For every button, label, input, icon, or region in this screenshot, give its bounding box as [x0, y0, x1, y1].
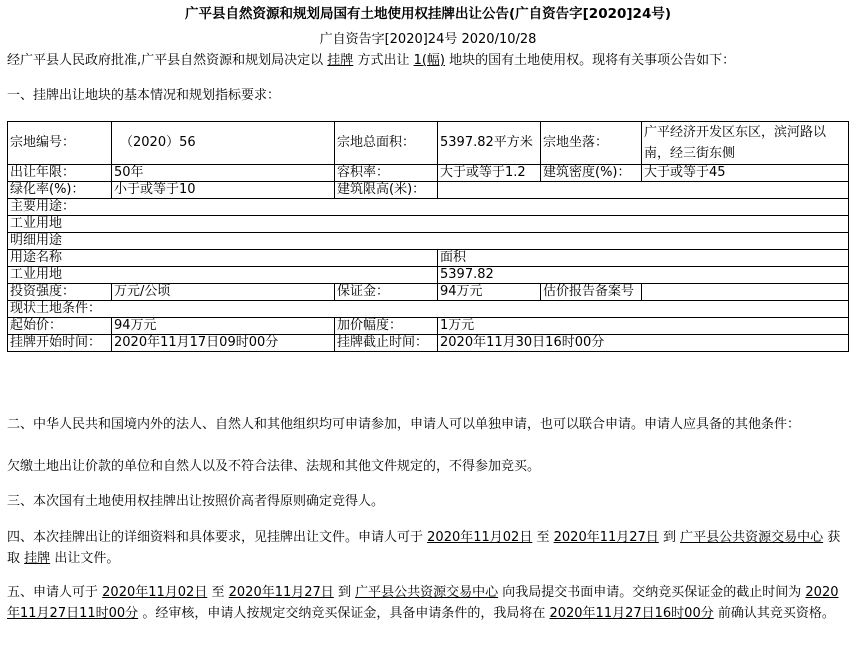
table-row — [8, 267, 849, 284]
location-value: 广平经济开发区东区，滨河路以南，经三街东侧 — [642, 122, 849, 165]
table-row — [8, 233, 849, 250]
green-value: 小于或等于10 — [112, 182, 335, 199]
table-row — [8, 199, 849, 216]
table-row — [8, 301, 849, 318]
start-time-value: 2020年11月17日09时00分 — [112, 335, 335, 352]
term-label: 出让年限： — [8, 165, 112, 182]
section-5-date-end: 2020年11月27日 — [228, 585, 334, 600]
main-use-value: 工业用地 — [8, 216, 849, 233]
intro-suffix: 地块的国有土地使用权。现将有关事项公告如下： — [449, 53, 736, 68]
section-2-line-1: 二、中华人民共和国境内外的法人、自然人和其他组织均可申请参加，申请人可以单独申请，也可以联合申请。申请人应具备的其他条件： — [7, 417, 801, 432]
main-use-label: 主要用途： — [8, 199, 849, 216]
increment-value: 1万元 — [438, 318, 849, 335]
intro-mid: 方式出让 — [357, 53, 410, 68]
start-price-value: 94万元 — [112, 318, 335, 335]
start-time-label: 挂牌开始时间： — [8, 335, 112, 352]
table-row — [8, 284, 849, 301]
use-name-header: 用途名称 — [8, 250, 438, 267]
table-row — [8, 250, 849, 267]
deposit-label: 保证金： — [335, 284, 438, 301]
section-4-tail: 出让文件。 — [54, 551, 120, 566]
parcel-no-label: 宗地编号： — [8, 122, 112, 165]
section-5-place: 广平县公共资源交易中心 — [355, 585, 499, 600]
table-row — [8, 335, 849, 352]
section-4-at: 到 — [662, 530, 676, 545]
far-label: 容积率： — [335, 165, 438, 182]
table-row — [8, 216, 849, 233]
table-row — [8, 122, 849, 165]
end-time-label: 挂牌截止时间： — [335, 335, 438, 352]
land-condition-label: 现状土地条件： — [8, 301, 849, 318]
section-5-date-start: 2020年11月02日 — [102, 585, 208, 600]
detail-use-label: 明细用途 — [8, 233, 849, 250]
table-row — [8, 318, 849, 335]
section-4-get: 获取 — [7, 530, 841, 566]
table-row — [8, 182, 849, 199]
use-area-value: 5397.82 — [438, 267, 849, 284]
density-label: 建筑密度(%)： — [541, 165, 642, 182]
section-5-deposit-deadline: 2020年11月27日11时00分 — [7, 585, 839, 621]
section-1-heading: 一、挂牌出让地块的基本情况和规划指标要求： — [7, 88, 281, 103]
section-4-place: 广平县公共资源交易中心 — [680, 530, 824, 545]
section-4-date-end: 2020年11月27日 — [553, 530, 659, 545]
section-4-method: 挂牌 — [24, 551, 51, 566]
appraisal-value — [642, 284, 849, 301]
height-value — [438, 182, 849, 199]
intro-count: 1(幅) — [413, 53, 446, 68]
start-price-label: 起始价： — [8, 318, 112, 335]
section-4-text: 四、本次挂牌出让的详细资料和具体要求，见挂牌出让文件。申请人可于 — [7, 530, 424, 545]
use-name-value: 工业用地 — [8, 267, 438, 284]
section-4-to: 至 — [536, 530, 550, 545]
section-5-confirm-time: 2020年11月27日16时00分 — [549, 606, 714, 621]
investment-label: 投资强度： — [8, 284, 112, 301]
intro-paragraph — [7, 50, 847, 71]
section-5-text-c: 。经审核，申请人按规定交纳竞买保证金，具备申请条件的，我局将在 — [142, 606, 546, 621]
section-2-line-2: 欠缴土地出让价款的单位和自然人以及不符合法律、法规和其他文件规定的，不得参加竞买。 — [7, 459, 541, 474]
area-header: 面积 — [438, 250, 849, 267]
section-3: 三、本次国有土地使用权挂牌出让按照价高者得原则确定竞得人。 — [7, 494, 385, 509]
height-label: 建筑限高(米)： — [335, 182, 438, 199]
section-5 — [7, 582, 847, 624]
density-value: 大于或等于45 — [642, 165, 849, 182]
document-number: 广自资告字[2020]24号 2020/10/28 — [319, 32, 537, 47]
location-label: 宗地坐落： — [541, 122, 642, 165]
total-area-value: 5397.82平方米 — [438, 122, 541, 165]
far-value: 大于或等于1.2 — [438, 165, 541, 182]
intro-method: 挂牌 — [327, 53, 354, 68]
deposit-value: 94万元 — [438, 284, 541, 301]
parcel-no-value: （2020）56 — [112, 122, 335, 165]
green-label: 绿化率(%)： — [8, 182, 112, 199]
intro-prefix: 经广平县人民政府批准,广平县自然资源和规划局决定以 — [7, 53, 324, 68]
section-5-text-d: 前确认其竞买资格。 — [717, 606, 835, 621]
end-time-value: 2020年11月30日16时00分 — [438, 335, 849, 352]
section-5-to: 至 — [211, 585, 225, 600]
section-4 — [7, 527, 847, 569]
total-area-label: 宗地总面积： — [335, 122, 438, 165]
section-5-at: 到 — [337, 585, 351, 600]
page-title: 广平县自然资源和规划局国有土地使用权挂牌出让公告(广自资告字[2020]24号) — [184, 6, 672, 22]
term-value: 50年 — [112, 165, 335, 182]
table-row — [8, 165, 849, 182]
appraisal-label: 估价报告备案号 — [541, 284, 642, 301]
section-5-text: 五、申请人可于 — [7, 585, 99, 600]
section-5-text-b: 向我局提交书面申请。交纳竞买保证金的截止时间为 — [502, 585, 802, 600]
increment-label: 加价幅度： — [335, 318, 438, 335]
investment-value: 万元/公顷 — [112, 284, 335, 301]
section-4-date-start: 2020年11月02日 — [427, 530, 533, 545]
parcel-info-table — [7, 121, 849, 352]
